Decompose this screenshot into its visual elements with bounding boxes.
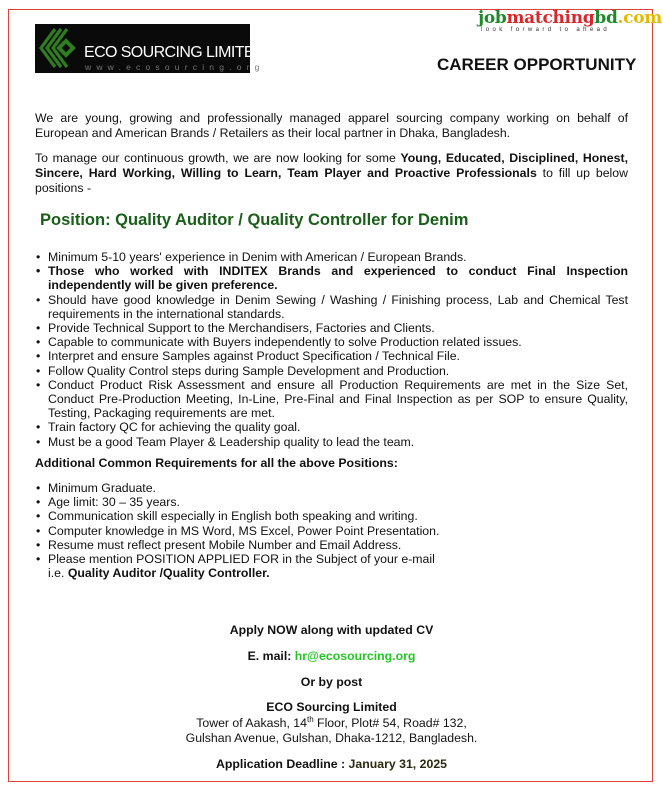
additional-requirement-item	[35, 495, 628, 509]
company-logo-url: www.ecosourcing.org	[85, 62, 265, 72]
requirement-item: • Minimum 5-10 years' experience in Denim with American / European Brands.	[35, 250, 628, 264]
logo-part-job: job	[478, 8, 507, 28]
additional-requirement-text: Communication skill especially in English both speaking and writing.	[48, 509, 418, 524]
position-title: Position: Quality Auditor / Quality Controller for Denim	[40, 211, 469, 229]
address-line-2: Gulshan Avenue, Gulshan, Dhaka-1212, Bangladesh.	[185, 731, 478, 745]
additional-requirement-text: Please mention POSITION APPLIED FOR in the Subject of your e-mail	[48, 552, 435, 567]
intro-p2-start: To manage our continuous growth, we are now looking for some	[35, 151, 401, 165]
postal-company-name: ECO Sourcing Limited	[266, 700, 397, 714]
additional-requirement-text: Age limit: 30 – 35 years.	[48, 495, 180, 510]
intro-paragraph-2	[35, 151, 628, 196]
requirement-item: • Conduct Product Risk Assessment and ensure all Production Requirements are met in the Size Set, Conduct Pre-Production Meeting, In-Line, Pre-Final and Final Inspection as per SOP to ensure Quality, Testing, Packaging requirements are met.	[35, 378, 628, 421]
additional-requirement-item	[35, 481, 628, 495]
email-link[interactable]: hr@ecosourcing.org	[294, 649, 416, 663]
logo-part-bd: bd	[594, 8, 618, 28]
additional-requirement-text: Resume must reflect present Mobile Number and Email Address.	[48, 537, 402, 552]
deadline-date: January 31, 2025	[348, 757, 447, 771]
email-label: E. mail:	[247, 649, 295, 663]
company-logo	[35, 24, 265, 73]
additional-requirement-item	[35, 509, 628, 523]
eco-logo-mark-icon	[37, 26, 83, 70]
page-title: CAREER OPPORTUNITY	[437, 55, 637, 74]
additional-requirements-heading: Additional Common Requirements for all the above Positions:	[35, 456, 398, 470]
jobmatchingbd-tagline: look forward to ahead	[481, 27, 611, 33]
or-by-post: Or by post	[300, 675, 363, 689]
additional-requirement-item	[35, 538, 628, 552]
additional-requirement-text: Minimum Graduate.	[48, 481, 156, 495]
requirement-item: • Provide Technical Support to the Merchandisers, Factories and Clients.	[35, 321, 628, 335]
address-line-1-sup: th	[306, 714, 314, 724]
deadline-label: Application Deadline :	[216, 757, 349, 771]
position-requirements-list	[35, 250, 628, 449]
logo-part-com: .com	[617, 8, 662, 28]
address-line-1-b: Floor, Plot# 54, Road# 132,	[313, 716, 467, 730]
requirement-item: • Interpret and ensure Samples against Product Specification / Technical File.	[35, 349, 628, 363]
additional-requirement-text: Computer knowledge in MS Word, MS Excel, Power Point Presentation.	[48, 523, 440, 538]
jobmatchingbd-logo	[478, 8, 662, 28]
intro-p2-bold: Young, Educated, Disciplined, Honest, Sincere, Hard Working, Willing to Learn, Team Player and Proactive Professionals	[35, 151, 628, 180]
position-applied-example-prefix: i.e.	[48, 566, 68, 581]
intro-p2-end: to fill up below positions -	[35, 166, 628, 195]
apply-cta: Apply NOW along with updated CV	[229, 623, 434, 637]
address-line-1-a: Tower of Aakash, 14	[196, 716, 307, 730]
requirement-item: • Train factory QC for achieving the quality goal.	[35, 420, 628, 434]
requirement-item: • Should have good knowledge in Denim Sewing / Washing / Finishing process, Lab and Chemical Test requirements in the international standards.	[35, 293, 628, 321]
requirement-item: • Follow Quality Control steps during Sample Development and Production.	[35, 364, 628, 378]
address-line-1	[0, 716, 663, 730]
requirement-item: • Those who worked with INDITEX Brands and experienced to conduct Final Inspection independently will be given preference.	[35, 264, 628, 292]
intro-paragraph-1: We are young, growing and professionally managed apparel sourcing company working on behalf of European and American Brands / Retailers as their local partner in Dhaka, Bangladesh.	[35, 111, 628, 140]
application-deadline	[0, 757, 663, 771]
company-logo-name: ECO SOURCING LIMITED	[84, 44, 265, 61]
additional-requirement-item	[35, 524, 628, 538]
additional-requirement-item	[35, 552, 628, 580]
position-applied-example: Quality Auditor /Quality Controller.	[67, 566, 270, 581]
email-line	[0, 649, 663, 663]
requirement-item: • Must be a good Team Player & Leadership quality to lead the team.	[35, 435, 628, 449]
logo-part-matching: matching	[506, 8, 595, 28]
requirement-item: • Capable to communicate with Buyers independently to solve Production related issues.	[35, 335, 628, 349]
additional-requirements-list	[35, 481, 628, 580]
